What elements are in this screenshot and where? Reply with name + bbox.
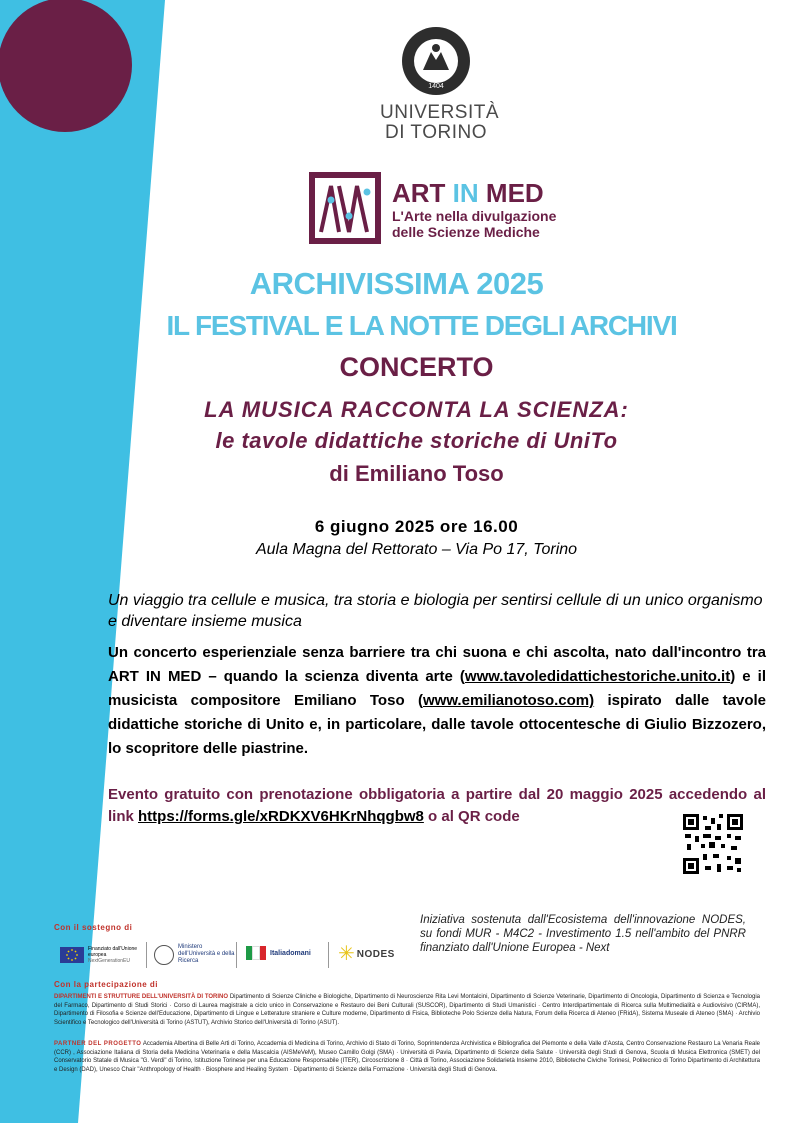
support-note: Iniziativa sostenuta dall'Ecosistema dell'innovazione NODES, su fondi MUR - M4C2 - Investimento 1.5 nell'ambito del PNRR finanziato dall'Unione Europea - Next <box>420 914 746 954</box>
subtitle-line2: le tavole didattiche storiche di UniTo <box>215 428 618 453</box>
support-logos <box>60 940 408 970</box>
qr-code[interactable] <box>683 814 743 874</box>
artinmed-subtitle: L'Arte nella divulgazione delle Scienze Mediche <box>392 208 557 240</box>
participation-label: Con la partecipazione di <box>54 980 159 989</box>
nodes-star-icon: ✳ <box>338 943 355 965</box>
participation-partners: PARTNER DEL PROGETTO Accademia Albertina di Belle Arti di Torino, Accademia di Medicina di Torino, Archivio di Stato di Torino, Soprintendenza Archivistica e Bibliografica del Piemonte e della Valle d'Aosta, Centro Conservazione Restauro La Venaria Reale (CCR) , Associazione Italiana di Storia della Medicina Veterinaria e della Mascalcia (AISMeVeM), Museo Camillo Golgi (SMA) · Università di Pavia, Dipartimento di Scienze della Salute · Università degli Studi di Genova, Scuola di Musica Elettronica (SMET) del Conservatorio Statale di Musica "G. Verdi" di Torino, Istituzione Torinese per una Educazione Responsabile (ITER), Circoscrizione 8 · Città di Torino, Associazione Solidarietà Insieme 2010, Biblioteche Civiche Torinesi, Politecnico di Torino Dipartimento di Architettura e Design (DAD), Unesco Chair "Anthropology of Health · Biosphere and Healing System · Dipartimento di Scienze della Formazione · Università degli Studi di Genova. <box>54 1041 760 1073</box>
eu-flag-icon <box>60 947 84 963</box>
nodes-logo: ✳ NODES <box>338 943 395 965</box>
event-place: Aula Magna del Rettorato – Via Po 17, Torino <box>255 541 578 558</box>
artinmed-logo-mark <box>309 172 381 244</box>
registration-link[interactable]: https://forms.gle/xRDKXV6HKrNhqgbw8 <box>138 808 424 825</box>
headline-archivissima: ARCHIVISSIMA 2025 <box>249 266 544 301</box>
seal-year: 1404 <box>428 83 444 90</box>
university-name: UNIVERSITÀ DI TORINO <box>380 102 500 143</box>
headline-concerto: CONCERTO <box>339 352 494 382</box>
subtitle-author: di Emiliano Toso <box>329 461 504 486</box>
mur-logo: Ministero dell'Università e della Ricerca <box>154 944 236 965</box>
decorative-circle <box>0 0 132 132</box>
body-paragraph: Un concerto esperienziale senza barriere tra chi suona e chi ascolta, nato dall'incontro tra ART IN MED – quando la scienza diventa arte (www.tavoledidattichestoriche.unito.it) e il musicista compositore Emiliano Toso (www.emilianotoso.com) ispirato dalle tavole didattiche storiche di Unito e, in particolare, dalle tavole ottocentesche di Giulio Bizzozero, lo scopritore delle piastrine. <box>108 644 767 757</box>
participation-departments: DIPARTIMENTI E STRUTTURE DELL'UNIVERSITÀ DI TORINO Dipartimento di Scienze Cliniche e Biologiche, Dipartimento di Neuroscienze Rita Levi Montalcini, Dipartimento di Scienze Veterinarie, Dipartimento di Oncologia, Dipartimento di Scienza e Tecnologia del Farmaco, Dipartimento di Studi Storici · Corso di Laurea magistrale a ciclo unico in Conservazione e Restauro dei Beni Culturali (SUSCOR), Dipartimento di Studi Umanistici · Centro Interdipartimentale di Ricerca sulla Multimedialità e Audiovisivo (CIRMA), Dipartimento di Filosofia e Scienze dell'Educazione, Dipartimento di Lingue e Letterature straniere e Culture moderne, Dipartimento di Fisica, Biblioteche Polo Scienze della Natura, Forum della Ricerca di Ateneo (FRidA), Sistema Museale di Ateneo (SMA) · Archivio Scientifico e Tecnologico dell'Università di Torino (ASTUT), Archivio Storico dell'Università di Torino (ASUT). <box>54 994 761 1026</box>
italy-flag-icon <box>246 946 266 960</box>
mur-emblem-icon <box>154 945 174 965</box>
registration-text: Evento gratuito con prenotazione obbligatoria a partire dal 20 maggio 2025 accedendo al link https://forms.gle/xRDKXV6HKrNhqgbw8 o al QR code <box>108 786 766 825</box>
support-label: Con il sostegno di <box>54 923 133 932</box>
subtitle-line1: LA MUSICA RACCONTA LA SCIENZA: <box>204 397 629 422</box>
eu-logo: Finanziato dall'Unione europea NextGenerationEU <box>60 946 140 964</box>
website-link-emilianotoso[interactable]: www.emilianotoso.com) <box>422 692 595 709</box>
university-seal <box>401 26 471 96</box>
artinmed-title: ART IN MED <box>392 178 544 208</box>
italiadomani-logo: Italiadomani <box>246 946 311 960</box>
website-link-tavole[interactable]: www.tavoledidattichestoriche.unito.it <box>464 668 731 685</box>
intro-text: Un viaggio tra cellule e musica, tra storia e biologia per sentirsi cellule di un unico organismo e diventare insieme musica <box>108 592 763 630</box>
headline-festival: IL FESTIVAL E LA NOTTE DEGLI ARCHIVI <box>166 310 677 341</box>
event-date: 6 giugno 2025 ore 16.00 <box>314 517 519 536</box>
